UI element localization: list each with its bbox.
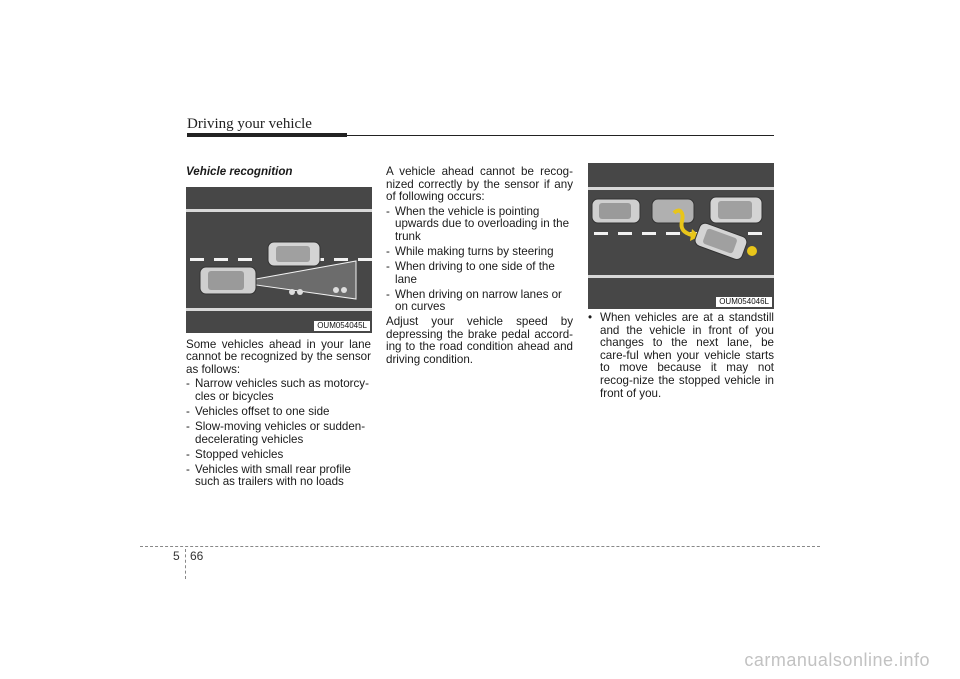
section-title: Vehicle recognition <box>186 165 293 178</box>
road-illustration-1 <box>186 187 372 333</box>
paragraph: Some vehicles ahead in your lane cannot be recognized by the sensor as follows: <box>186 337 371 376</box>
list-item: - Narrow vehicles such as motorcy-cles or bicycles <box>186 377 369 403</box>
page-number: 66 <box>190 549 204 563</box>
paragraph: Adjust your vehicle speed by depressing the brake pedal accord-ing to the road condition ahead and driving condition. <box>386 315 573 366</box>
figure-code: OUM054045L <box>314 321 370 331</box>
paragraph: A vehicle ahead cannot be recog-nized correctly by the sensor if any of following occurs: <box>386 165 573 204</box>
list-item: - When driving to one side of the lane <box>386 259 555 286</box>
watermark: carmanualsonline.info <box>744 650 930 670</box>
list-item: - Slow-moving vehicles or sudden-decelerating vehicles <box>186 419 366 446</box>
road-illustration-2 <box>588 163 774 309</box>
lane-change-figure <box>588 163 774 309</box>
list-item: - Stopped vehicles <box>186 447 284 461</box>
list-item: - While making turns by steering <box>386 244 554 258</box>
list-item: • When vehicles are at a standstill and the vehicle in front of you changes to the next lane, be care-ful when your vehicle starts to move because it may not recog-nize the stopped vehicle in front of you. <box>588 311 774 400</box>
list-item: - When the vehicle is pointing upwards due to overloading in the trunk <box>386 204 570 243</box>
footer-divider <box>185 549 186 579</box>
dash-list <box>186 378 371 488</box>
header-rule <box>187 135 774 136</box>
page-header-title: Driving your vehicle <box>187 116 312 132</box>
list-item: - When driving on narrow lanes or on curves <box>386 287 562 314</box>
list-item: - Vehicles with small rear profile such as trailers with no loads <box>186 462 351 489</box>
chapter-number: 5 <box>173 549 180 563</box>
bullet-list <box>588 312 774 400</box>
dash-list <box>386 206 573 314</box>
footer-rule <box>140 546 820 547</box>
column-3 <box>588 312 774 400</box>
column-2 <box>386 166 573 366</box>
vehicle-recognition-figure <box>186 187 372 333</box>
column-1 <box>186 166 371 491</box>
figure-code: OUM054046L <box>716 297 772 307</box>
list-item: - Vehicles offset to one side <box>186 404 330 418</box>
